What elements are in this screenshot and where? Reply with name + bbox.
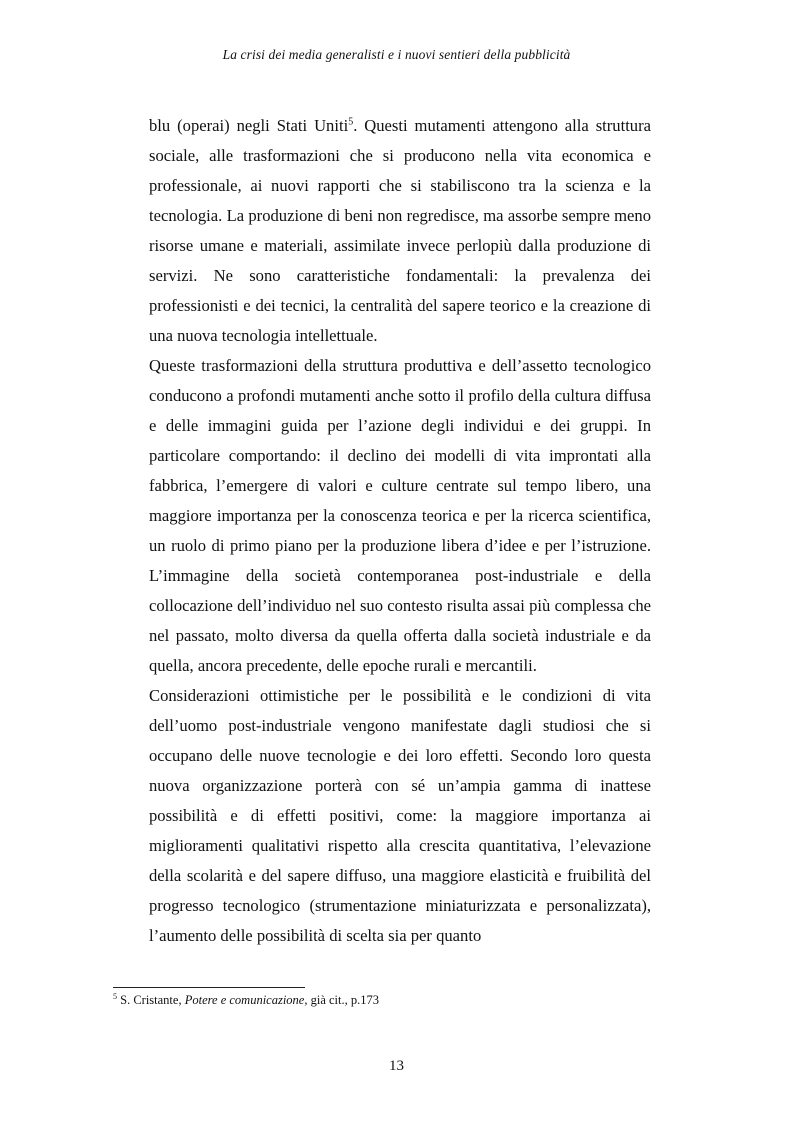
footnote-reference: 5 <box>348 116 354 128</box>
footnote-number: 5 <box>113 991 117 1001</box>
footnote-title: Potere e comunicazione <box>184 993 305 1007</box>
footnote <box>113 993 379 1008</box>
body-text <box>149 111 651 951</box>
footnote-divider <box>113 987 305 988</box>
paragraph-2: Queste trasformazioni della struttura produttiva e dell’assetto tecnologico conducono a profondi mutamenti anche sotto il profilo della cultura diffusa e delle immagini guida per l’azione degli individui e dei gruppi. In particolare comportando: il declino dei modelli di vita improntati alla fabbrica, l’emergere di valori e culture centrate sul tempo libero, una maggiore importanza per la conoscenza teorica e per la ricerca scientifica, un ruolo di primo piano per la produzione libera d’idee e per l’istruzione. L’immagine della società contemporanea post-industriale e della collocazione dell’individuo nel suo contesto risulta assai più complessa che nel passato, molto diversa da quella offerta dalla società industriale e da quella, ancora precedente, delle epoche rurali e mercantili. <box>149 356 651 675</box>
paragraph-1-start: blu (operai) negli Stati Uniti <box>149 116 349 135</box>
footnote-author: S. Cristante, <box>117 993 185 1007</box>
footnote-citation: , già cit., p.173 <box>304 993 379 1007</box>
running-header: La crisi dei media generalisti e i nuovi sentieri della pubblicità <box>222 47 571 62</box>
page-number: 13 <box>389 1058 404 1074</box>
paragraph-1-rest: . Questi mutamenti attengono alla struttura sociale, alle trasformazioni che si producono nella vita economica e professionale, ai nuovi rapporti che si stabiliscono tra la scienza e la tecnologia. La produzione di beni non regredisce, ma assorbe sempre meno risorse umane e materiali, assimilate invece perlopiù dalla produzione di servizi. Ne sono caratteristiche fondamentali: la prevalenza dei professionisti e dei tecnici, la centralità del sapere teorico e la creazione di una nuova tecnologia intellettuale. <box>149 116 651 345</box>
paragraph-1 <box>149 111 651 351</box>
paragraph-3: Considerazioni ottimistiche per le possibilità e le condizioni di vita dell’uomo post-industriale vengono manifestate dagli studiosi che si occupano delle nuove tecnologie e dei loro effetti. Secondo loro questa nuova organizzazione porterà con sé un’ampia gamma di inattese possibilità e di effetti positivi, come: la maggiore importanza ai miglioramenti qualitativi rispetto alla crescita quantitativa, l’elevazione della scolarità e del sapere diffuso, una maggiore elasticità e fruibilità del progresso tecnologico (strumentazione miniaturizzata e personalizzata), l’aumento delle possibilità di scelta sia per quanto <box>149 686 651 945</box>
